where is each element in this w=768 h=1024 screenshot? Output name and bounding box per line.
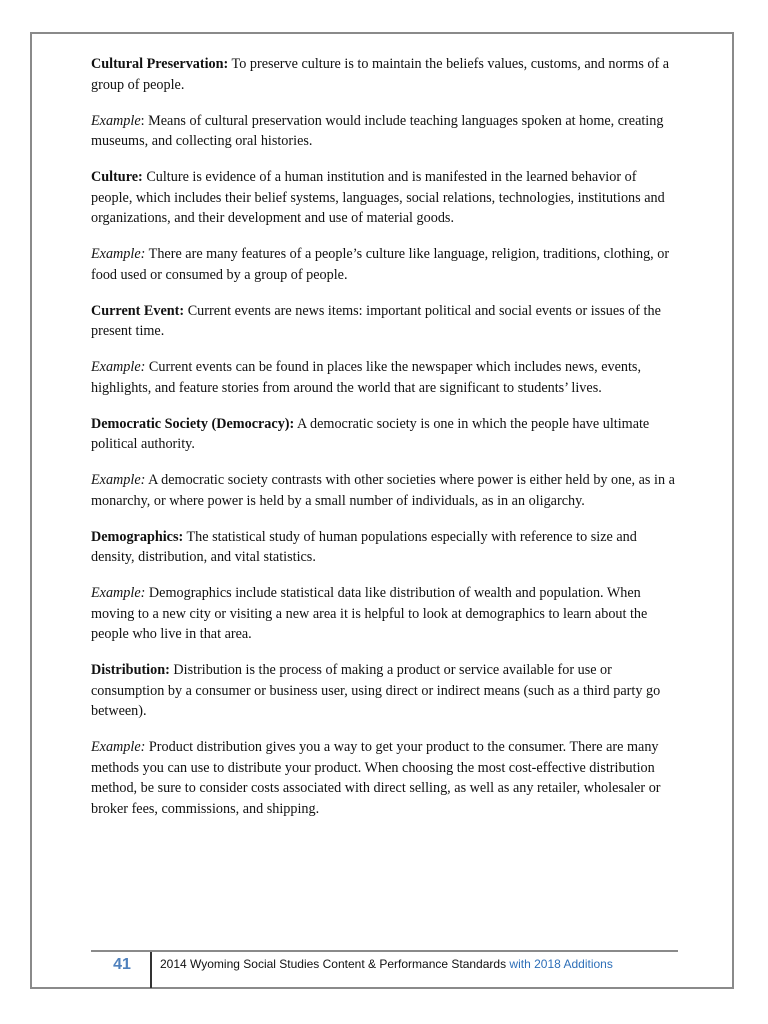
- example-text: : Means of cultural preservation would include teaching languages spoken at home, creating museums, and collecting oral histories.: [91, 112, 664, 149]
- example-cultural-preservation: [91, 111, 681, 152]
- entry-current-event: [91, 301, 681, 342]
- example-text: There are many features of a people’s culture like language, religion, traditions, clothing, or food used or consumed by a group of people.: [91, 246, 670, 283]
- term: Cultural Preservation:: [91, 56, 229, 72]
- entry-cultural-preservation: [91, 54, 681, 95]
- entry-democratic-society: [91, 414, 681, 455]
- example-label: Example:: [91, 585, 146, 601]
- example-label: Example:: [91, 359, 146, 375]
- entry-culture: [91, 167, 681, 229]
- term: Distribution:: [91, 662, 170, 678]
- footer-divider: [150, 952, 152, 988]
- definition: To preserve culture is to maintain the beliefs values, customs, and norms of a group of people.: [91, 56, 670, 93]
- example-label: Example:: [91, 472, 146, 488]
- example-democratic-society: [91, 470, 681, 511]
- definition: The statistical study of human populations especially with reference to size and density, distribution, and vital statistics.: [91, 528, 637, 565]
- definition: Current events are news items: important political and social events or issues of the present time.: [91, 302, 661, 339]
- footer-title: [160, 957, 613, 971]
- definition: Culture is evidence of a human institution and is manifested in the learned behavior of people, which includes their belief systems, languages, social relations, technologies, institutions and organizations, and their development and use of material goods.: [91, 169, 665, 226]
- term: Culture:: [91, 169, 143, 185]
- definition: Distribution is the process of making a product or service available for use or consumption by a consumer or business user, using direct or indirect means (such as a third party go between).: [91, 662, 661, 719]
- entry-demographics: [91, 527, 681, 568]
- example-culture: [91, 244, 681, 285]
- term: Demographics:: [91, 528, 184, 545]
- example-text: Current events can be found in places like the newspaper which includes news, events, highlights, and feature stories from around the world that are significant to students’ lives.: [91, 359, 641, 396]
- page-number: 41: [113, 956, 131, 973]
- example-text: A democratic society contrasts with other societies where power is either held by one, as in a monarchy, or where power is held by a small number of individuals, as in an oligarchy.: [91, 472, 675, 509]
- term: Current Event:: [91, 302, 185, 319]
- example-label: Example: [91, 112, 141, 129]
- example-label: Example:: [91, 246, 146, 262]
- entry-distribution: [91, 660, 681, 722]
- example-current-event: [91, 357, 681, 398]
- definition: A democratic society is one in which the people have ultimate political authority.: [91, 415, 650, 452]
- term: Democratic Society (Democracy):: [91, 415, 295, 432]
- footer-rule: [91, 950, 678, 952]
- example-demographics: [91, 583, 681, 645]
- example-text: Demographics include statistical data like distribution of wealth and population. When moving to a new city or visiting a new area it is helpful to look at demographics to learn about the people who live in that area.: [91, 585, 648, 642]
- example-distribution: [91, 737, 681, 819]
- example-text: Product distribution gives you a way to get your product to the consumer. There are many methods you can use to distribute your product. When choosing the most cost-effective distribution method, be sure to consider costs associated with direct selling, as well as any retailer, wholesaler or broker fees, commissions, and shipping.: [91, 739, 661, 817]
- footer-title-text: 2014 Wyoming Social Studies Content & Performance Standards: [160, 957, 510, 971]
- footer-accent-text: with 2018 Additions: [509, 957, 613, 971]
- example-label: Example:: [91, 739, 146, 755]
- glossary-content: [91, 54, 681, 835]
